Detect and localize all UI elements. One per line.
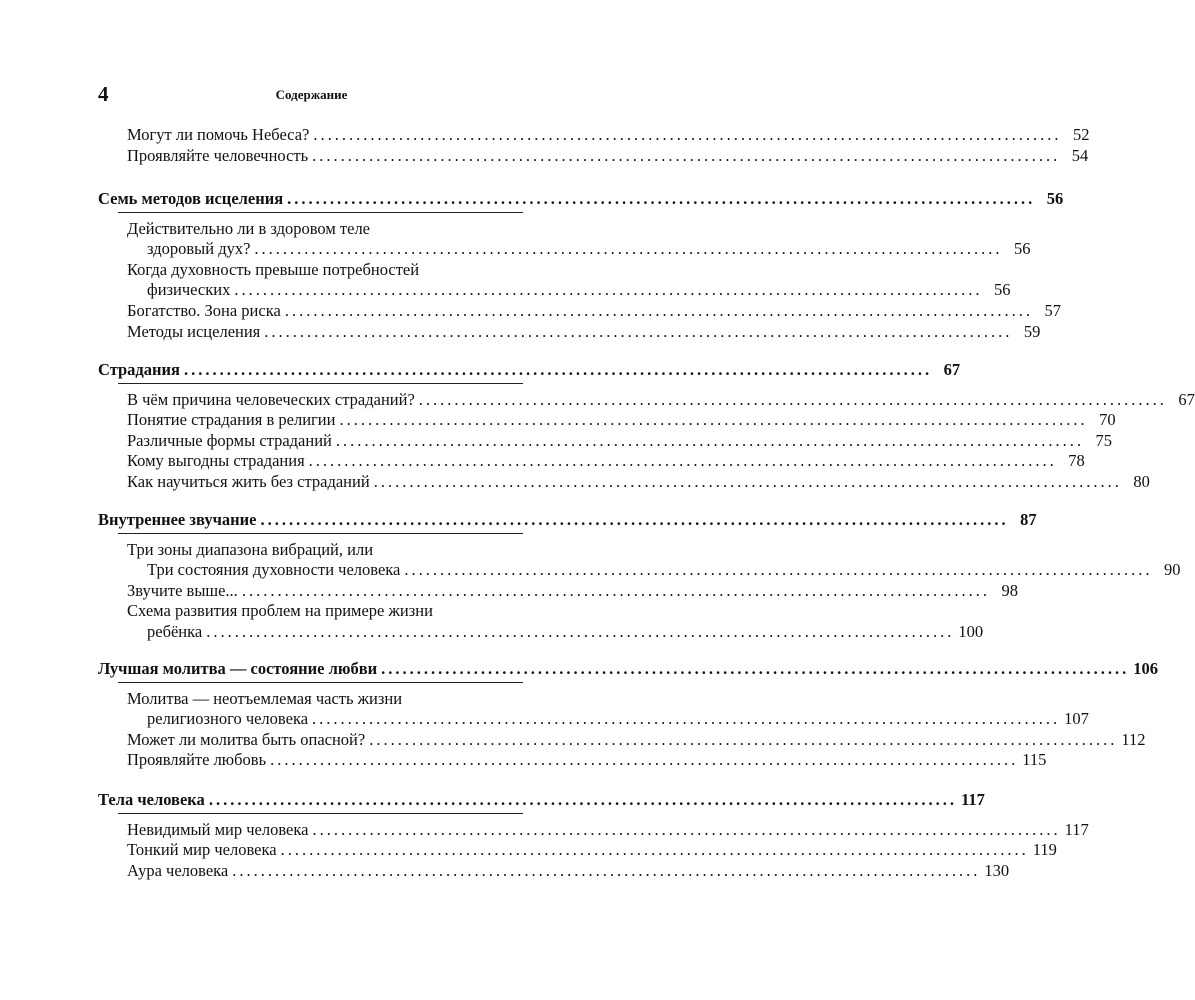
toc-entry[interactable] xyxy=(127,750,1047,770)
dot-leader: ......................................................................................................... xyxy=(373,472,1122,491)
running-title: Содержание xyxy=(275,87,348,102)
toc-entry[interactable] xyxy=(147,709,1089,729)
toc-entry[interactable] xyxy=(147,622,984,642)
toc-entry[interactable] xyxy=(127,451,1085,471)
entry-title: Богатство. Зона риска xyxy=(127,301,281,320)
dot-leader: ......................................................................................................... xyxy=(404,560,1153,580)
entry-page-number: 87 xyxy=(1020,510,1037,529)
dot-leader: ......................................................................................................... xyxy=(208,790,957,809)
entry-title: Невидимый мир человека xyxy=(127,819,309,839)
dot-leader: ......................................................................................................... xyxy=(183,360,933,379)
entry-page-number: 56 xyxy=(993,280,1011,300)
entry-title: религиозного человека xyxy=(147,709,309,729)
dot-leader: ......................................................................................................... xyxy=(335,430,1084,450)
entry-title: Внутреннее звучание xyxy=(98,510,257,529)
dot-leader: ......................................................................................................... xyxy=(232,860,981,880)
divider xyxy=(118,813,523,814)
entry-page-number: 80 xyxy=(1133,472,1150,491)
entry-page-number: 52 xyxy=(1072,125,1090,144)
dot-leader: ......................................................................................................... xyxy=(369,729,1118,749)
dot-leader: ......................................................................................................... xyxy=(308,451,1057,471)
dot-leader: ......................................................................................................... xyxy=(280,840,1029,860)
toc-entry[interactable] xyxy=(127,410,1116,430)
divider xyxy=(118,682,523,683)
toc-entry[interactable] xyxy=(147,239,1031,259)
dot-leader: ......................................................................................................... xyxy=(418,389,1167,409)
toc-entry[interactable] xyxy=(147,560,1181,580)
entry-title: В чём причина человеческих страданий? xyxy=(127,389,415,409)
entry-title: Различные формы страданий xyxy=(127,430,332,450)
toc-entry-first-line: Молитва — неотъемлемая часть жизни xyxy=(127,688,403,708)
dot-leader: ......................................................................................................... xyxy=(312,146,1061,165)
toc-chapter[interactable] xyxy=(98,510,1037,530)
toc-entry[interactable] xyxy=(127,840,1057,860)
entry-title: Как научиться жить без страданий xyxy=(127,472,370,491)
entry-page-number: 67 xyxy=(943,360,961,379)
entry-title: Понятие страдания в религии xyxy=(127,410,336,430)
entry-title: здоровый дух? xyxy=(147,239,251,259)
dot-leader: ......................................................................................................... xyxy=(270,750,1019,770)
entry-title: Лучшая молитва — состояние любви xyxy=(98,659,378,678)
entry-page-number: 107 xyxy=(1064,709,1089,729)
divider xyxy=(118,212,523,213)
dot-leader: ......................................................................................................... xyxy=(287,189,1036,208)
entry-page-number: 57 xyxy=(1044,301,1061,320)
entry-title: Кому выгодны страдания xyxy=(127,451,305,471)
entry-page-number: 117 xyxy=(961,790,985,809)
entry-title: ребёнка xyxy=(147,622,203,641)
toc-chapter[interactable] xyxy=(98,189,1064,209)
entry-page-number: 75 xyxy=(1095,430,1112,450)
entry-page-number: 56 xyxy=(1046,189,1064,208)
entry-page-number: 100 xyxy=(958,622,984,641)
toc-entry[interactable] xyxy=(127,472,1150,492)
toc-entry[interactable] xyxy=(127,729,1146,750)
entry-page-number: 56 xyxy=(1014,239,1031,259)
toc-entry[interactable] xyxy=(127,819,1089,840)
dot-leader: ......................................................................................................... xyxy=(381,659,1130,678)
entry-title: Страдания xyxy=(98,360,180,379)
toc-chapter[interactable] xyxy=(98,360,961,380)
entry-page-number: 59 xyxy=(1023,321,1041,341)
entry-title: физических xyxy=(147,280,231,300)
dot-leader: ......................................................................................................... xyxy=(312,819,1061,839)
entry-page-number: 54 xyxy=(1071,146,1089,165)
dot-leader: ......................................................................................................... xyxy=(339,410,1088,430)
entry-page-number: 115 xyxy=(1022,750,1047,770)
dot-leader: ......................................................................................................... xyxy=(234,280,983,300)
dot-leader: ......................................................................................................... xyxy=(312,709,1061,729)
toc-entry[interactable] xyxy=(127,430,1112,451)
entry-title: Может ли молитва быть опасной? xyxy=(127,729,366,749)
toc-entry[interactable] xyxy=(127,580,1018,601)
toc-chapter[interactable] xyxy=(98,659,1159,679)
toc-entry[interactable] xyxy=(147,280,1011,300)
entry-page-number: 119 xyxy=(1032,840,1057,860)
toc-entry[interactable] xyxy=(127,860,1010,881)
dot-leader: ......................................................................................................... xyxy=(264,321,1013,341)
entry-title: Семь методов исцеления xyxy=(98,189,284,208)
page-number: 4 xyxy=(98,82,109,106)
entry-title: Проявляйте человечность xyxy=(127,146,309,165)
toc-entry-first-line: Действительно ли в здоровом теле xyxy=(127,218,371,238)
dot-leader: ......................................................................................................... xyxy=(241,580,990,600)
dot-leader: ......................................................................................................... xyxy=(284,301,1033,320)
divider xyxy=(118,533,523,534)
entry-title: Тела человека xyxy=(98,790,205,809)
toc-entry[interactable] xyxy=(127,125,1090,145)
entry-title: Могут ли помочь Небеса? xyxy=(127,125,310,144)
dot-leader: ......................................................................................................... xyxy=(254,239,1003,259)
toc-entry-first-line: Когда духовность превыше потребностей xyxy=(127,259,420,279)
entry-page-number: 98 xyxy=(1001,580,1018,600)
entry-page-number: 70 xyxy=(1099,410,1116,430)
dot-leader: ......................................................................................................... xyxy=(313,125,1062,144)
entry-title: Три состояния духовности человека xyxy=(147,560,401,580)
toc-entry[interactable] xyxy=(127,301,1061,321)
entry-page-number: 117 xyxy=(1064,819,1089,839)
entry-title: Тонкий мир человека xyxy=(127,840,277,860)
toc-chapter[interactable] xyxy=(98,790,985,810)
entry-title: Звучите выше... xyxy=(127,580,238,600)
entry-page-number: 106 xyxy=(1133,659,1159,678)
toc-entry-first-line: Три зоны диапазона вибраций, или xyxy=(127,539,374,559)
entry-title: Аура человека xyxy=(127,860,229,880)
entry-page-number: 78 xyxy=(1068,451,1085,471)
dot-leader: ......................................................................................................... xyxy=(206,622,955,641)
dot-leader: ......................................................................................................... xyxy=(260,510,1009,529)
entry-page-number: 90 xyxy=(1163,560,1181,580)
entry-page-number: 112 xyxy=(1121,729,1146,749)
toc-entry-first-line: Схема развития проблем на примере жизни xyxy=(127,601,433,621)
entry-title: Проявляйте любовь xyxy=(127,750,267,770)
entry-page-number: 130 xyxy=(984,860,1010,880)
divider xyxy=(118,383,523,384)
toc-entry[interactable] xyxy=(127,146,1089,166)
toc-entry[interactable] xyxy=(127,321,1041,342)
entry-title: Методы исцеления xyxy=(127,321,261,341)
toc-entry[interactable] xyxy=(127,389,1195,410)
entry-page-number: 67 xyxy=(1178,389,1195,409)
